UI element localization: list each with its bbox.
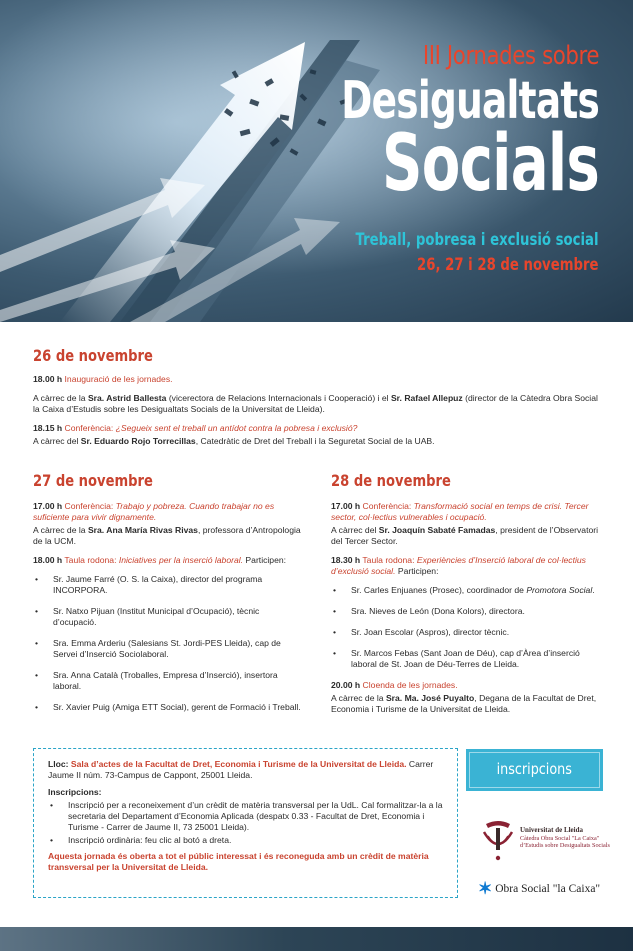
udl-emblem-icon bbox=[478, 818, 518, 864]
location-label: Lloc: bbox=[48, 759, 69, 769]
participant-text: Sr. Carles Enjuanes (Prosec), coordinador de bbox=[351, 585, 527, 596]
conference-27-block bbox=[33, 501, 305, 547]
participant-text: Sra. Nieves de León (Dona Kolors), directora. bbox=[351, 606, 525, 617]
round-table-27-block bbox=[33, 555, 305, 713]
round-table-label: Taula rodona: bbox=[362, 555, 415, 566]
conference-label: Conferència: bbox=[64, 501, 114, 512]
closing-text: A càrrec de la bbox=[331, 693, 386, 704]
participant-text: Sr. Joan Escolar (Aspros), director tècnic. bbox=[351, 627, 510, 638]
list-item: • Sra. Emma Arderiu (Salesians St. Jordi-PES Lleida), cap de Servei d’Inserció Sociolaboral. bbox=[33, 638, 305, 660]
footer-band bbox=[0, 921, 633, 951]
conference-text: A càrrec del bbox=[33, 436, 81, 447]
inauguration-label: Inauguració de les jornades. bbox=[64, 374, 173, 385]
round-table-suffix: Participen: bbox=[395, 566, 439, 577]
inscripcions-button[interactable] bbox=[466, 749, 603, 791]
day-26-title: 26 de novembre bbox=[33, 346, 153, 365]
speaker-name: Sr. Joaquín Sabaté Famadas bbox=[378, 525, 496, 536]
list-item bbox=[331, 606, 601, 617]
list-item bbox=[331, 648, 601, 670]
inscripcions-button-label: inscripcions bbox=[496, 760, 573, 779]
closing-text: , Degana de la Facultat de Dret, Economia i Turisme de la Universitat de Lleida. bbox=[331, 693, 597, 715]
participant-text: Sr. Marcos Febas (Sant Joan de Déu), cap d’Àrea d’inserció laboral de St. Joan de Déu-Terres de Lleida. bbox=[351, 648, 580, 670]
participant-org: Promotora Social bbox=[526, 585, 593, 596]
registration-list bbox=[48, 800, 443, 846]
hero-title-line2: Socials bbox=[381, 119, 599, 210]
caixa-star-icon: ✶ bbox=[478, 879, 493, 899]
round-table-label: Taula rodona: bbox=[64, 555, 117, 566]
location-address: Carrer Jaume II núm. 73-Campus de Cappont, 25001 Lleida. bbox=[48, 759, 434, 780]
conference-text: A càrrec del bbox=[331, 525, 379, 536]
list-item: • Inscripció per a reconeixement d’un crèdit de matèria transversal per la UdL. Cal formalitzar-la a la secretaria del Departament d’Economia Aplicada (despatx 0.33 - Facultat de Dret, Economia i Turisme - Carrer de Jaume II, 73 25001 Lleida). bbox=[48, 800, 443, 833]
day-27-title: 27 de novembre bbox=[33, 471, 153, 490]
speaker-name: Sr. Rafael Allepuz bbox=[390, 393, 463, 404]
conference-time: 17.00 h bbox=[33, 501, 63, 512]
speaker-name: Sra. Ma. José Puyalto bbox=[385, 693, 475, 704]
round-table-time: 18.00 h bbox=[33, 555, 63, 566]
list-item: • Sr. Jaume Farré (O. S. la Caixa), director del programa INCORPORA. bbox=[33, 574, 305, 596]
inauguration-block bbox=[33, 374, 603, 415]
inauguration-text: (director de la Càtedra Obra Social la Caixa d’Estudis sobre les Desigualtats Socials de la Universitat de Lleida). bbox=[33, 393, 598, 415]
udl-chair: Càtedra Obra Social "La Caixa" d’Estudis sobre Desigualtats Socials bbox=[520, 835, 610, 850]
conference-title: ¿Segueix sent el treball un antídot contra la pobresa i exclusió? bbox=[113, 423, 358, 434]
list-item: • Sr. Xavier Puig (Amiga ETT Social), gerent de Formació i Treball. bbox=[33, 702, 305, 713]
caixa-logo bbox=[478, 879, 600, 899]
inauguration-text: (vicerectora de Relacions Internacionals i Cooperació) i el bbox=[166, 393, 391, 404]
conference-label: Conferència: bbox=[362, 501, 412, 512]
round-table-time: 18.30 h bbox=[331, 555, 361, 566]
location-place: Sala d’actes de la Facultat de Dret, Economia i Turisme de la Universitat de Lleida. bbox=[68, 759, 407, 769]
info-box bbox=[33, 748, 458, 898]
udl-logo bbox=[478, 818, 618, 868]
conference-text: , Catedràtic de Dret del Treball i la Seguretat Social de la UAB. bbox=[195, 436, 435, 447]
day-28-title: 28 de novembre bbox=[331, 471, 451, 490]
list-item: • Inscripció ordinària: feu clic al botó a dreta. bbox=[48, 835, 443, 846]
speaker-name: Sra. Ana María Rivas Rivas bbox=[87, 525, 198, 536]
conference-label: Conferència: bbox=[64, 423, 114, 434]
round-table-title: Experiències d’Inserció laboral de col·lectius d’exclusió social. bbox=[331, 555, 586, 577]
participant-text: . bbox=[592, 585, 595, 596]
inauguration-time: 18.00 h bbox=[33, 374, 63, 385]
caixa-name: Obra Social "la Caixa" bbox=[495, 882, 601, 895]
closing-time: 20.00 h bbox=[331, 680, 361, 691]
round-table-suffix: Participen: bbox=[243, 555, 287, 566]
location bbox=[48, 759, 443, 781]
day-26-section bbox=[33, 346, 603, 449]
hero-title-line1: Desigualtats bbox=[341, 71, 599, 132]
conference-time: 18.15 h bbox=[33, 423, 63, 434]
hero-subtitle bbox=[287, 230, 599, 277]
open-event-note: Aquesta jornada és oberta a tot el públic interessat i és reconeguda amb un crèdit de matèria transversal per la Universitat de Lleida. bbox=[48, 851, 429, 872]
conference-title: Trabajo y pobreza. Cuando trabajar no es suficiente para vivir dignamente. bbox=[33, 501, 275, 523]
udl-name: Universitat de Lleida bbox=[520, 826, 583, 834]
day-27-section bbox=[33, 471, 305, 723]
list-item: • Sr. Natxo Pijuan (Institut Municipal d’Ocupació), tècnic d’ocupació. bbox=[33, 606, 305, 628]
conference-text: , president de l’Observatori del Tercer Sector. bbox=[331, 525, 599, 547]
round-table-title: Iniciatives per la inserció laboral. bbox=[116, 555, 244, 566]
closing-block bbox=[331, 680, 601, 715]
hero-title bbox=[241, 40, 599, 210]
conference-text: , professora d’Antropologia de la UCM. bbox=[33, 525, 301, 547]
list-item bbox=[331, 585, 601, 596]
inauguration-text: A càrrec de la bbox=[33, 393, 88, 404]
hero-banner bbox=[0, 0, 633, 322]
day-28-section bbox=[331, 471, 601, 717]
round-table-28-block bbox=[331, 555, 601, 670]
conference-28-block bbox=[331, 501, 601, 547]
conference-time: 17.00 h bbox=[331, 501, 361, 512]
participants-list bbox=[331, 585, 601, 670]
hero-topic: Treball, pobresa i exclusió social bbox=[355, 230, 599, 250]
hero-dates: 26, 27 i 28 de novembre bbox=[417, 254, 599, 275]
conference-text: A càrrec de la bbox=[33, 525, 88, 536]
registration-label: Inscripcions: bbox=[48, 787, 102, 797]
participants-list bbox=[33, 574, 305, 713]
speaker-name: Sra. Astrid Ballesta bbox=[87, 393, 167, 404]
hero-edition: III Jornades sobre bbox=[422, 41, 599, 71]
list-item bbox=[331, 627, 601, 638]
list-item: • Sra. Anna Català (Troballes, Empresa d’Inserció), insertora laboral. bbox=[33, 670, 305, 692]
conference-26-block bbox=[33, 423, 603, 447]
closing-label: Cloenda de les jornades. bbox=[362, 680, 458, 691]
speaker-name: Sr. Eduardo Rojo Torrecillas bbox=[80, 436, 196, 447]
conference-title: Transformació social en temps de crisi. Tercer sector, col·lectius vulnerables i ocupació. bbox=[331, 501, 589, 523]
